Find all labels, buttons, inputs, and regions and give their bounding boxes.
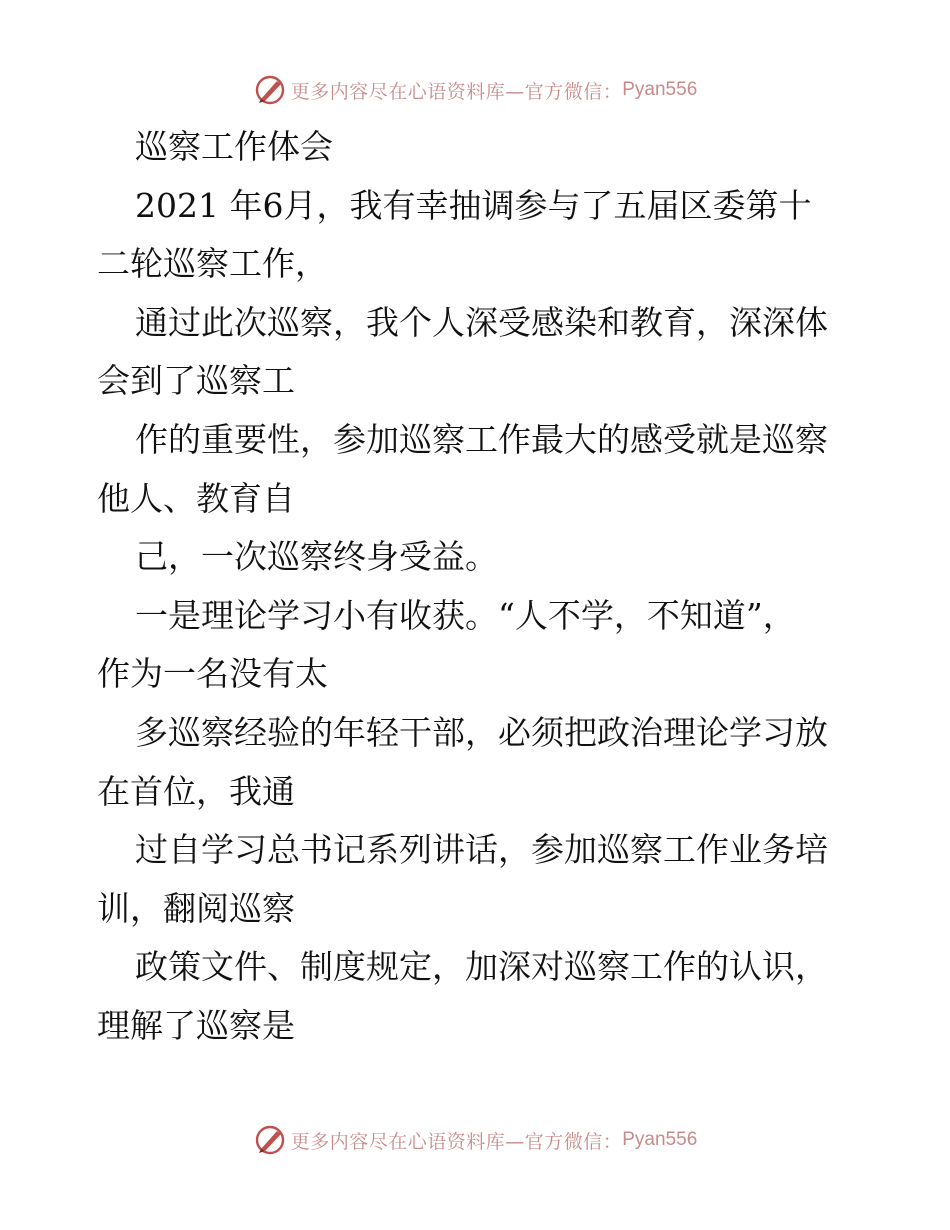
paragraph-line: 通过此次巡察，我个人深受感染和教育，深深体 — [135, 302, 828, 342]
document-body — [97, 118, 857, 1056]
paragraph-line: 作为一名没有太 — [97, 654, 328, 694]
header-banner — [0, 70, 950, 110]
paragraph-line: 己，一次巡察终身受益。 — [135, 537, 498, 577]
paragraph-line: 二轮巡察工作， — [97, 244, 328, 284]
paragraph-line: 他人、教育自 — [97, 478, 295, 518]
paragraph-line: 会到了巡察工 — [97, 361, 295, 401]
paragraph-line: 多巡察经验的年轻干部，必须把政治理论学习放 — [135, 712, 828, 752]
paragraph-line: 作的重要性，参加巡察工作最大的感受就是巡察 — [135, 419, 828, 459]
paragraph-line: 在首位，我通 — [97, 771, 295, 811]
footer-text: 更多内容尽在心语资料库—官方微信： — [290, 1130, 623, 1153]
paragraph-line: 理解了巡察是 — [97, 1005, 295, 1045]
paragraph-line: 一是理论学习小有收获。“人不学，不知道”， — [135, 595, 796, 635]
footer-banner — [0, 1120, 950, 1160]
header-text: 更多内容尽在心语资料库—官方微信： — [290, 80, 623, 103]
document-title: 巡察工作体会 — [135, 127, 333, 166]
footer-wechat-id: Pyan556 — [622, 1129, 698, 1150]
pen-logo-icon — [253, 73, 287, 107]
header-wechat-id: Pyan556 — [622, 79, 698, 100]
paragraph-line: 过自学习总书记系列讲话，参加巡察工作业务培 — [135, 830, 828, 870]
paragraph-line: 政策文件、制度规定，加深对巡察工作的认识， — [135, 947, 828, 987]
paragraph-line: 训，翻阅巡察 — [97, 888, 295, 928]
paragraph-line: 2021 年6月，我有幸抽调参与了五届区委第十 — [135, 185, 812, 225]
pen-logo-icon — [253, 1123, 287, 1157]
